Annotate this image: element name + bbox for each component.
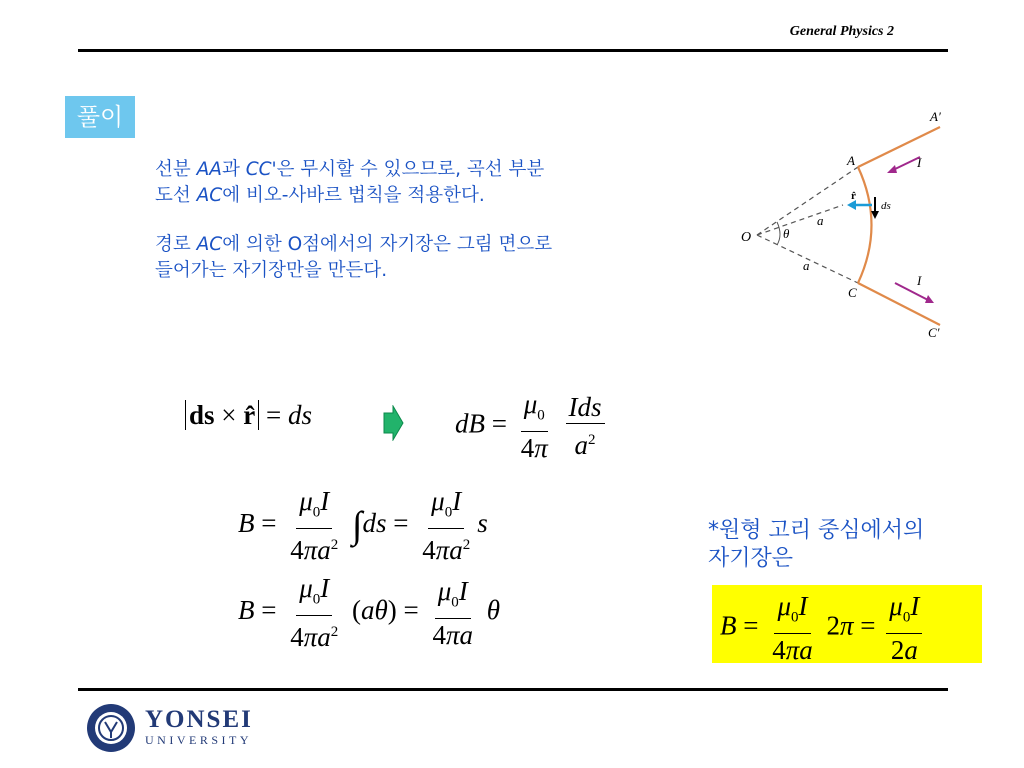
- paragraph-2: 경로 AC에 의한 O점에서의 자기장은 그림 면으로 들어가는 자기장만을 만든다.: [155, 234, 553, 281]
- equation-B-theta: B = $\frac{\mu_0I}{4\pi a^2}$ (aθ) = $\frac{\mu_0I}{4\pi a}$ θ: [238, 573, 501, 653]
- yonsei-seal-icon: [85, 702, 137, 754]
- implies-arrow: [382, 405, 404, 441]
- equation-B-result: B = $\frac{\mu_0I}{4\pi a}$ 2π = $\frac{\mu_0I}{2a}$: [720, 590, 926, 666]
- label-a1: a: [817, 213, 824, 228]
- current-arrow-top: [893, 157, 920, 170]
- label-a2: a: [803, 258, 810, 273]
- biot-savart-diagram: [735, 105, 955, 350]
- paragraph-1: 선분 AA과 CC'은 무시할 수 있으므로, 곡선 부분 도선 AC에 비오-사바르 법칙을 적용한다.: [155, 159, 545, 206]
- label-C: C: [848, 285, 857, 300]
- yonsei-logo-text: YONSEI UNIVERSITY: [145, 706, 253, 747]
- theta-arc: [777, 222, 780, 245]
- equation-dB: dB = $\frac{\mu_0}{4\pi}$ $\frac{\text{Ids}}{a^2}$: [455, 388, 609, 464]
- wire-AA: [858, 127, 940, 167]
- wire-CC: [858, 283, 940, 325]
- course-title: General Physics 2: [789, 24, 894, 39]
- label-I2: I: [917, 273, 922, 288]
- label-I1: I: [917, 155, 922, 170]
- label-theta: θ: [783, 226, 790, 241]
- circular-loop-note: *원형 고리 중심에서의 자기장은: [708, 518, 925, 571]
- equation-B-integral: B = $\frac{\mu_0I}{4\pi a^2}$ ∫ds = $\frac{\mu_0I}{4\pi a^2}$ s: [238, 486, 488, 566]
- dash-Or: [757, 205, 843, 235]
- dash-OA: [757, 167, 858, 235]
- label-Ap: A′: [930, 109, 941, 124]
- label-ds: ds: [881, 200, 891, 212]
- solution-tag: 풀이: [65, 96, 135, 138]
- equation-cross-product: ds × r̂ = ds: [185, 400, 312, 431]
- wire-arc-AC: [858, 167, 872, 283]
- top-rule: [78, 49, 948, 52]
- label-Cp: C′: [928, 325, 940, 340]
- bottom-rule: [78, 688, 948, 691]
- label-A: A: [847, 153, 855, 168]
- current-arrow-bottom: [895, 283, 928, 300]
- label-O: O: [741, 230, 752, 245]
- current-arrow-top-head: [887, 165, 897, 173]
- label-rhat: r̂: [851, 190, 856, 202]
